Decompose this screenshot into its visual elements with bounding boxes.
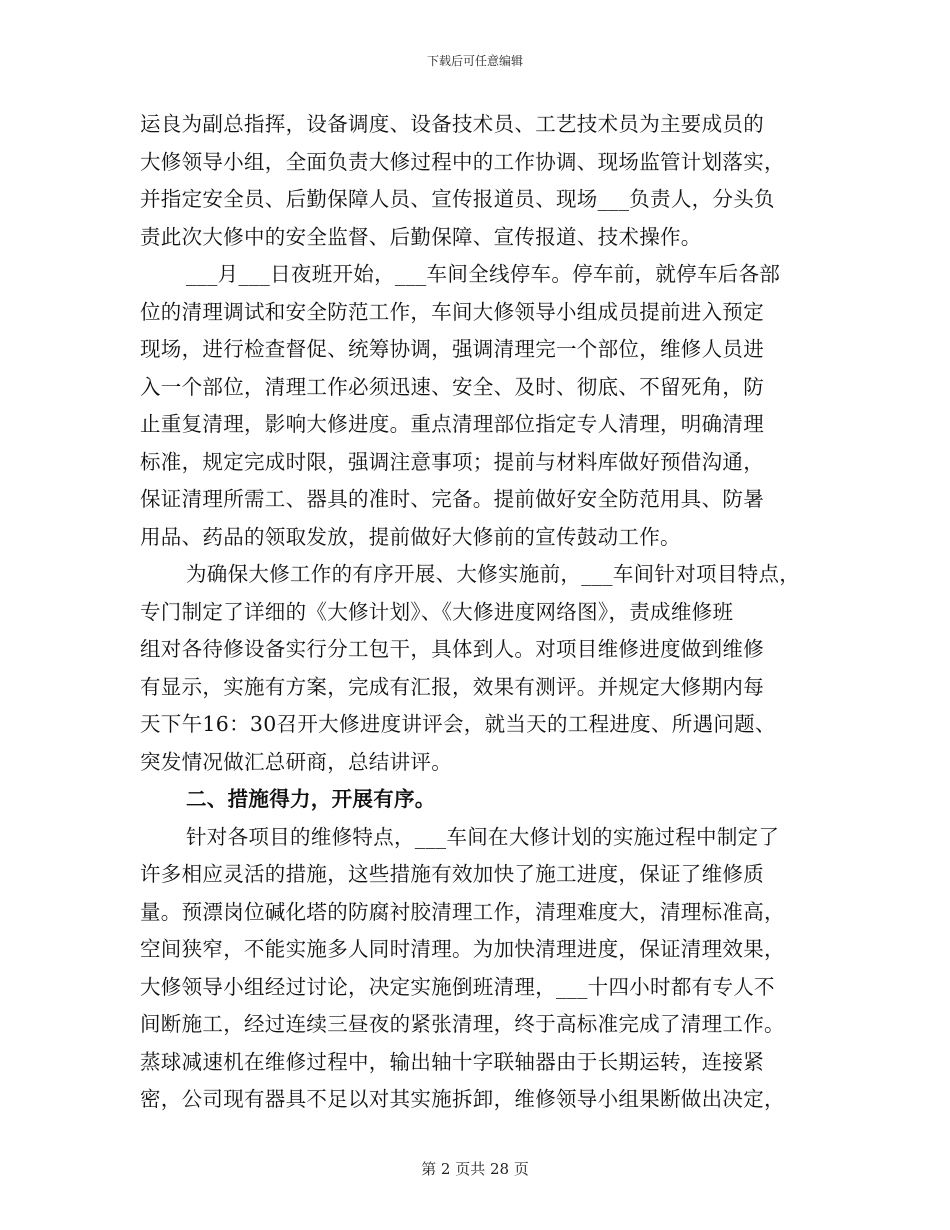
- text-line: 入一个部位，清理工作必须迅速、安全、及时、彻底、不留死角，防: [140, 374, 764, 399]
- text-line: 并指定安全员、后勤保障人员、宣传报道员、现场___负责人，分头负: [140, 187, 775, 211]
- text-line: 量。预漂岗位碱化塔的防腐衬胶清理工作，清理难度大，清理标准高，: [140, 899, 785, 924]
- page-header: 下载后可任意编辑: [426, 54, 523, 68]
- text-line: 蒸球减速机在维修过程中，输出轴十字联轴器由于长期运转，连接紧: [140, 1049, 764, 1074]
- text-line: 有显示，实施有方案，完成有汇报，效果有测评。并规定大修期内每: [140, 674, 764, 699]
- text-line: 间断施工，经过连续三昼夜的紧张清理，终于高标准完成了清理工作。: [140, 1012, 785, 1036]
- text-line: 空间狭窄，不能实施多人同时清理。为加快清理进度，保证清理效果，: [140, 937, 785, 961]
- text-line: 为确保大修工作的有序开展、大修实施前，___车间针对项目特点，: [186, 562, 801, 586]
- text-line: 专门制定了详细的《大修计划》、《大修进度网络图》，责成维修班: [140, 599, 734, 624]
- text-line: 许多相应灵活的措施，这些措施有效加快了施工进度，保证了维修质: [140, 862, 764, 886]
- text-line: 突发情况做汇总研商，总结讲评。: [140, 749, 452, 774]
- page-footer: 第 2 页共 28 页: [421, 1160, 529, 1178]
- text-line: 运良为副总指挥，设备调度、设备技术员、工艺技术员为主要成员的: [140, 112, 764, 136]
- text-line: 大修领导小组经过讨论，决定实施倒班清理，___十四小时都有专人不: [140, 974, 775, 999]
- document-body: [140, 106, 820, 1119]
- text-line: 组对各待修设备实行分工包干，具体到人。对项目维修进度做到维修: [140, 637, 764, 661]
- text-line: 针对各项目的维修特点，___车间在大修计划的实施过程中制定了: [186, 824, 780, 849]
- text-line: ___月___日夜班开始，___车间全线停车。停车前，就停车后各部: [186, 262, 781, 286]
- text-line: 标准，规定完成时限，强调注意事项；提前与材料库做好预借沟通，: [140, 449, 764, 474]
- text-line: 保证清理所需工、器具的准时、完备。提前做好安全防范用具、防暑: [140, 487, 764, 511]
- text-line: 责此次大修中的安全监督、后勤保障、宣传报道、技术操作。: [140, 224, 702, 249]
- section-heading: 二、措施得力，开展有序。: [186, 787, 436, 811]
- text-line: 止重复清理，影响大修进度。重点清理部位指定专人清理，明确清理: [140, 412, 764, 436]
- text-line: 密，公司现有器具不足以对其实施拆卸，维修领导小组果断做出决定，: [140, 1087, 785, 1111]
- text-line: 用品、药品的领取发放，提前做好大修前的宣传鼓动工作。: [140, 524, 681, 549]
- text-line: 天下午16：30召开大修进度讲评会，就当天的工程进度、所遇问题、: [140, 712, 776, 736]
- text-line: 位的清理调试和安全防范工作，车间大修领导小组成员提前进入预定: [140, 299, 764, 324]
- text-line: 大修领导小组，全面负责大修过程中的工作协调、现场监管计划落实，: [140, 149, 785, 174]
- text-line: 现场，进行检查督促、统筹协调，强调清理完一个部位，维修人员进: [140, 337, 764, 361]
